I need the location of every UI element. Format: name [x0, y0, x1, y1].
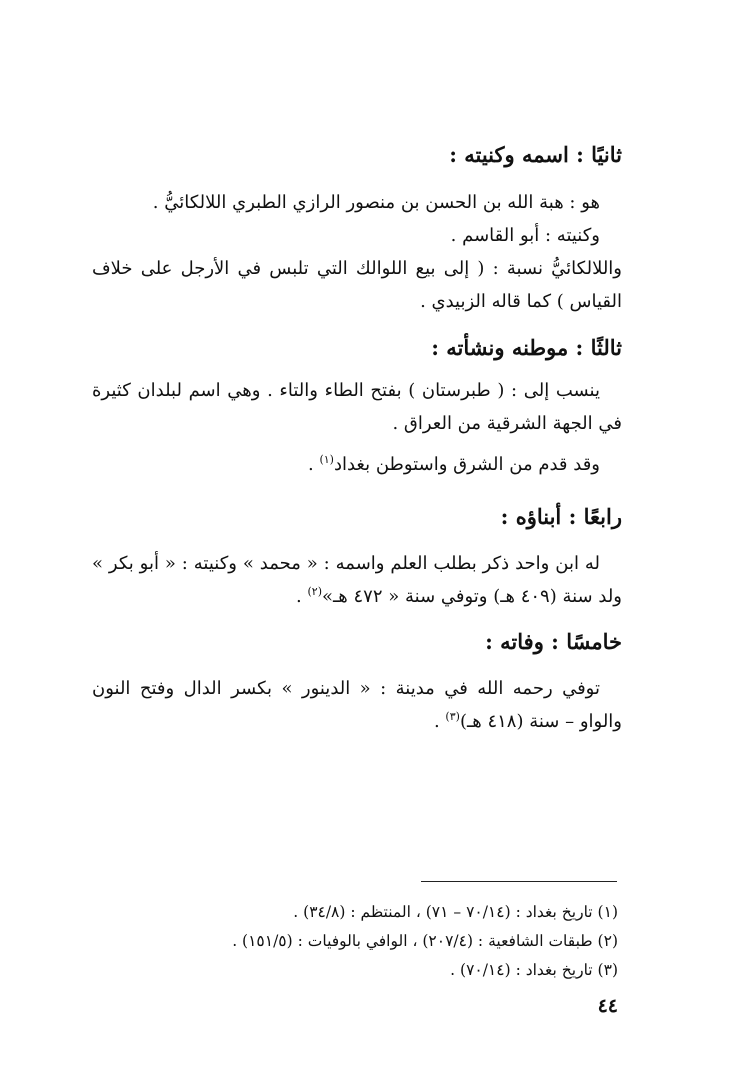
- paragraph: [92, 672, 622, 738]
- footnotes: [98, 898, 618, 985]
- footnote-ref: (٣): [445, 710, 460, 723]
- paragraph: ينسب إلى : ( طبرستان ) بفتح الطاء والتاء . وهي اسم لبلدان كثيرة في الجهة الشرقية من العراق .: [92, 380, 622, 434]
- paragraph-text: له ابن واحد ذكر بطلب العلم واسمه : « محمد » وكنيته : « أبو بكر » ولد سنة (٤٠٩ هـ) وتوفي سنة « ٤٧٢ هـ»: [92, 553, 622, 607]
- paragraph-text: .: [308, 454, 320, 475]
- paragraph: [92, 448, 622, 481]
- paragraph-text: .: [296, 586, 308, 607]
- paragraph-text: .: [433, 711, 446, 732]
- paragraph: واللالكائيُّ نسبة : ( إلى بيع اللوالك التي تلبس في الأرجل على خلاف القياس ) كما قاله الزبيدي .: [92, 258, 622, 312]
- section-heading-death: خامسًا : وفاته :: [485, 629, 622, 654]
- section-heading-name: ثانيًا : اسمه وكنيته :: [449, 142, 622, 167]
- paragraph-text: وقد قدم من الشرق واستوطن بغداد: [333, 454, 600, 475]
- section-heading-sons: رابعًا : أبناؤه :: [500, 504, 622, 529]
- footnote: (٢) طبقات الشافعية : (٢٠٧/٤) ، الوافي بالوفيات : (١٥١/٥) .: [232, 932, 618, 950]
- section-body-death: [92, 672, 622, 738]
- paragraph: وكنيته : أبو القاسم .: [450, 225, 600, 246]
- page-number: ٤٤: [597, 995, 618, 1017]
- footnote-divider: [421, 881, 617, 882]
- section-heading-home: ثالثًا : موطنه ونشأته :: [431, 335, 622, 360]
- section-body-sons: [92, 547, 622, 613]
- paragraph-text: توفي رحمه الله في مدينة : « الدينور » بكسر الدال وفتح النون والواو – سنة (٤١٨ هـ): [92, 678, 622, 732]
- paragraph: [92, 547, 622, 613]
- footnote-ref: (١): [319, 453, 334, 466]
- footnote-ref: (٢): [307, 585, 323, 598]
- paragraph: هو : هبة الله بن الحسن بن منصور الرازي الطبري اللالكائيُّ .: [152, 192, 600, 213]
- footnote: (١) تاريخ بغداد : (٧٠/١٤ – ٧١) ، المنتظم : (٣٤/٨) .: [293, 903, 618, 921]
- footnote: (٣) تاريخ بغداد : (٧٠/١٤) .: [450, 961, 618, 979]
- section-body-home: [92, 374, 622, 481]
- section-body-name: [92, 186, 622, 318]
